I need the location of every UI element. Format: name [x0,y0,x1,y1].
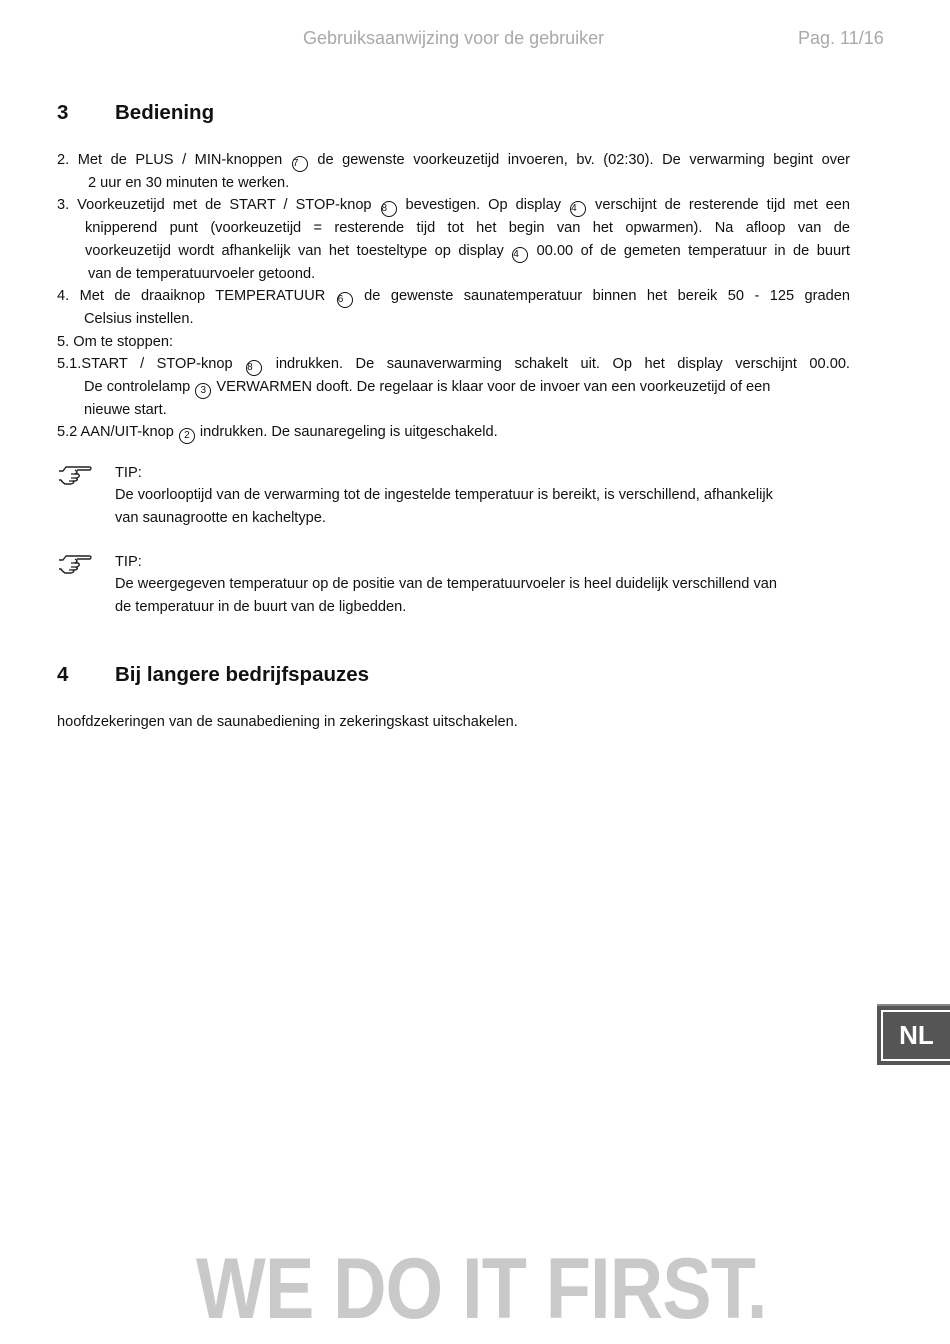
step-2-line-1: 2. Met de PLUS / MIN-knoppen 7 de gewenste voorkeuzetijd invoeren, bv. (02:30). De verwarming begint over [57,149,850,172]
section-3-heading [57,101,214,125]
tip-text-line-1: De weergegeven temperatuur op de positie van de temperatuurvoeler is heel duidelijk verschillend van [115,576,777,593]
step-5-2: 5.2 AAN/UIT-knop 2 indrukken. De saunaregeling is uitgeschakeld. [57,421,850,444]
step-5: 5. Om te stoppen: [57,333,174,350]
steps-list [57,149,850,444]
step-3-line-2: knipperend punt (voorkeuzetijd = resterende tijd tot het begin van het opwarmen). Na afloop van de [85,220,850,237]
step-5-1-line-1: 5.1.START / STOP-knop 8 indrukken. De saunaverwarming schakelt uit. Op het display verschijnt 00.00. [57,353,850,376]
language-tab-label: NL [881,1010,950,1061]
pointing-hand-icon [57,551,93,575]
circled-number: 4 [570,201,586,217]
tip-label: TIP: [115,465,142,481]
pointing-hand-icon [57,462,93,486]
section-4-text: hoofdzekeringen van de saunabediening in zekeringskast uitschakelen. [57,714,518,730]
section-4-heading [57,663,369,687]
language-tab [877,1004,950,1065]
brand-slogan: WE DO IT FIRST. [196,1241,767,1337]
step-3-line-1: 3. Voorkeuzetijd met de START / STOP-knop 8 bevestigen. Op display 4 verschijnt de resterende tijd met een [57,194,850,217]
tip-label: TIP: [115,554,142,570]
section-title: Bediening [115,101,215,124]
circled-number: 3 [195,383,211,399]
step-2-line-2: 2 uur en 30 minuten te werken. [88,175,290,191]
tip-text-line-2: van saunagrootte en kacheltype. [115,509,326,526]
circled-number: 8 [381,201,397,217]
tip-text-line-2: de temperatuur in de buurt van de ligbedden. [115,598,407,615]
step-5-1-line-2: De controlelamp 3 VERWARMEN dooft. De regelaar is klaar voor de invoer van een voorkeuzetijd of een [57,376,850,399]
circled-number: 2 [179,428,195,444]
step-4-line-1: 4. Met de draaiknop TEMPERATUUR 6 de gewenste saunatemperatuur binnen het bereik 50 - 125 graden [57,285,850,308]
circled-number: 7 [292,156,308,172]
section-title: Bij langere bedrijfspauzes [115,663,370,686]
document-title: Gebruiksaanwijzing voor de gebruiker [303,28,605,48]
tip-box-1 [57,462,850,529]
circled-number: 6 [337,292,353,308]
section-number: 3 [57,101,69,124]
page-number: Pag. 11/16 [798,28,884,48]
step-3-line-3: voorkeuzetijd wordt afhankelijk van het toesteltype op display 4 00.00 of de gemeten temperatuur in de buurt [85,240,850,263]
step-4-line-2: Celsius instellen. [84,311,194,328]
tip-text-line-1: De voorlooptijd van de verwarming tot de ingestelde temperatuur is bereikt, is verschillend, afhankelijk [115,487,773,504]
step-5-1-line-3: nieuwe start. [84,402,167,419]
tip-box-2 [57,551,850,618]
section-number: 4 [57,663,69,686]
circled-number: 4 [512,247,528,263]
circled-number: 8 [246,360,262,376]
step-3-line-4: van de temperatuurvoeler getoond. [88,265,316,282]
